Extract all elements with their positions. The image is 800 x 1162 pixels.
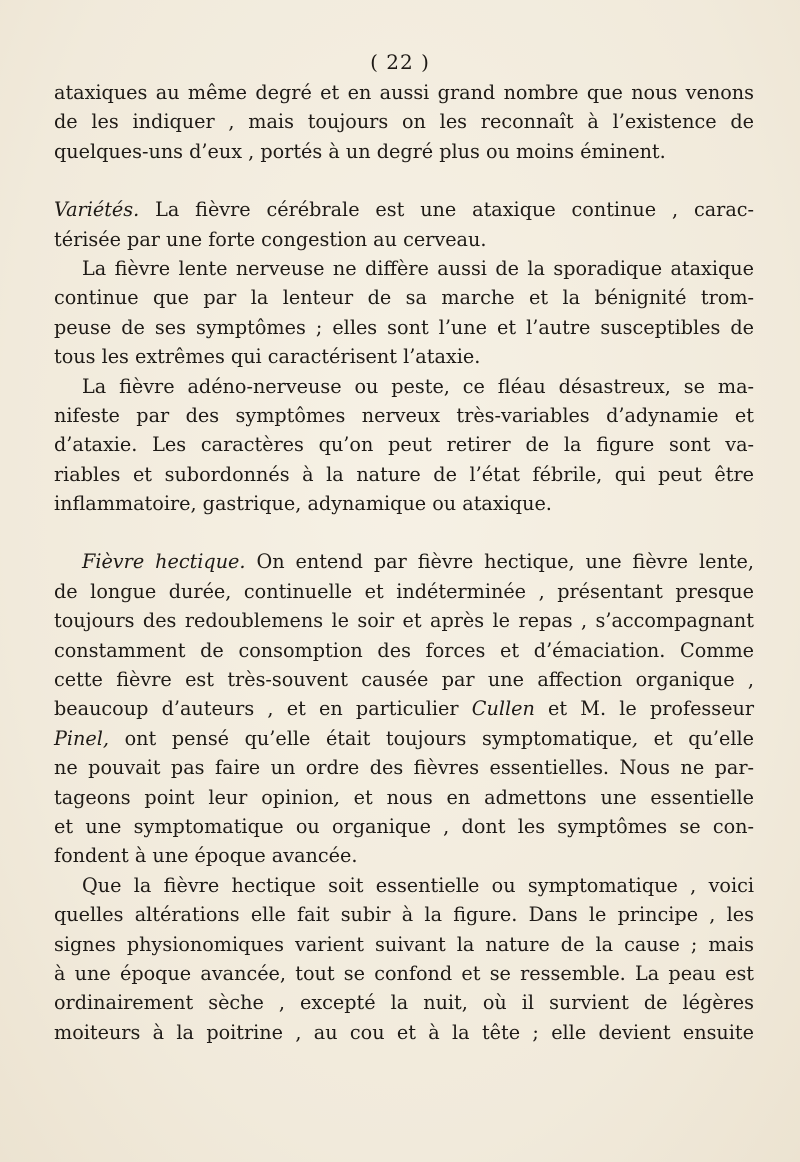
text-line: cette fièvre est très-souvent causée par une affection organique ,	[54, 668, 754, 692]
text-line	[54, 783, 754, 812]
text-fragment: On entend par fièvre hectique, une fièvre lente,	[256, 550, 754, 574]
author-name-cullen: Cullen	[471, 697, 535, 721]
text-line	[54, 694, 754, 723]
page-number: ( 22 )	[370, 50, 430, 74]
text-line: fondent à une époque avancée.	[54, 844, 358, 868]
text-line: de les indiquer , mais toujours on les reconnaît à l’existence de	[54, 110, 754, 134]
text-line: quelques-uns d’eux , portés à un degré plus ou moins éminent.	[54, 139, 666, 163]
text-line: ataxiques au même degré et en aussi grand nombre que nous venons	[54, 81, 754, 104]
text-fragment: et nous en admettons une essentielle	[353, 785, 755, 809]
text-line: toujours des redoublemens le soir et après le repas , s’accompagnant	[54, 609, 754, 633]
text-line: à une époque avancée, tout se confond et se ressemble. La peau est	[54, 961, 754, 985]
text-line: ne pouvait pas faire un ordre des fièvres essentielles. Nous ne par-	[54, 756, 754, 780]
text-line: riables et subordonnés à la nature de l’état fébrile, qui peut être	[54, 462, 754, 486]
text-line: La fièvre adéno-nerveuse ou peste, ce fléau désastreux, se ma-	[82, 374, 754, 398]
text-fragment: et qu’elle	[653, 726, 755, 750]
text-line: quelles altérations elle fait subir à la figure. Dans le principe , les	[54, 903, 754, 927]
italic-comma: ,	[631, 726, 639, 750]
text-line: et une symptomatique ou organique , dont les symptômes se con-	[54, 814, 754, 838]
text-line: ordinairement sèche , excepté la nuit, où il survient de légères	[54, 991, 754, 1015]
text-line: La fièvre lente nerveuse ne diffère aussi de la sporadique ataxique	[82, 256, 754, 280]
text-fragment: La fièvre cérébrale est une ataxique continue , carac-	[155, 198, 754, 222]
text-line	[54, 724, 754, 753]
text-line: inflammatoire, gastrique, adynamique ou ataxique.	[54, 492, 552, 516]
text-line: de longue durée, continuelle et indéterminée , présentant presque	[54, 579, 754, 603]
text-line: constamment de consomption des forces et d’émaciation. Comme	[54, 638, 754, 662]
body-text	[54, 78, 754, 1047]
section-heading-fievre-hectique: Fièvre hectique.	[82, 550, 246, 574]
author-name-pinel: Pinel	[54, 726, 103, 750]
text-line: moiteurs à la poitrine , au cou et à la tête ; elle devient ensuite	[54, 1020, 754, 1044]
section-gap	[54, 518, 754, 547]
text-line: signes physionomiques varient suivant la nature de la cause ; mais	[54, 932, 754, 956]
italic-comma: ,	[333, 785, 340, 809]
text-line: tous les extrêmes qui caractérisent l’ataxie.	[54, 345, 481, 369]
text-fragment: et M. le professeur	[548, 697, 754, 721]
text-line: peuse de ses symptômes ; elles sont l’une et l’autre susceptibles de	[54, 315, 754, 339]
text-line: continue que par la lenteur de sa marche et la bénignité trom-	[54, 286, 754, 310]
text-fragment: tageons point leur opinion	[54, 785, 334, 809]
text-line	[54, 195, 754, 224]
text-line: d’ataxie. Les caractères qu’on peut retirer de la figure sont va-	[54, 433, 754, 457]
text-line: Que la fièvre hectique soit essentielle ou symptomatique , voici	[82, 873, 754, 897]
text-line	[54, 547, 754, 576]
section-heading-varietes: Variétés.	[54, 198, 140, 222]
text-line: térisée par une forte congestion au cerveau.	[54, 227, 487, 251]
italic-comma: ,	[102, 726, 110, 750]
text-fragment: beaucoup d’auteurs , et en particulier	[54, 697, 459, 721]
text-fragment: ont pensé qu’elle était toujours symptomatique	[124, 726, 632, 750]
text-line: nifeste par des symptômes nerveux très-variables d’adynamie et	[54, 403, 754, 427]
section-gap	[54, 166, 754, 195]
